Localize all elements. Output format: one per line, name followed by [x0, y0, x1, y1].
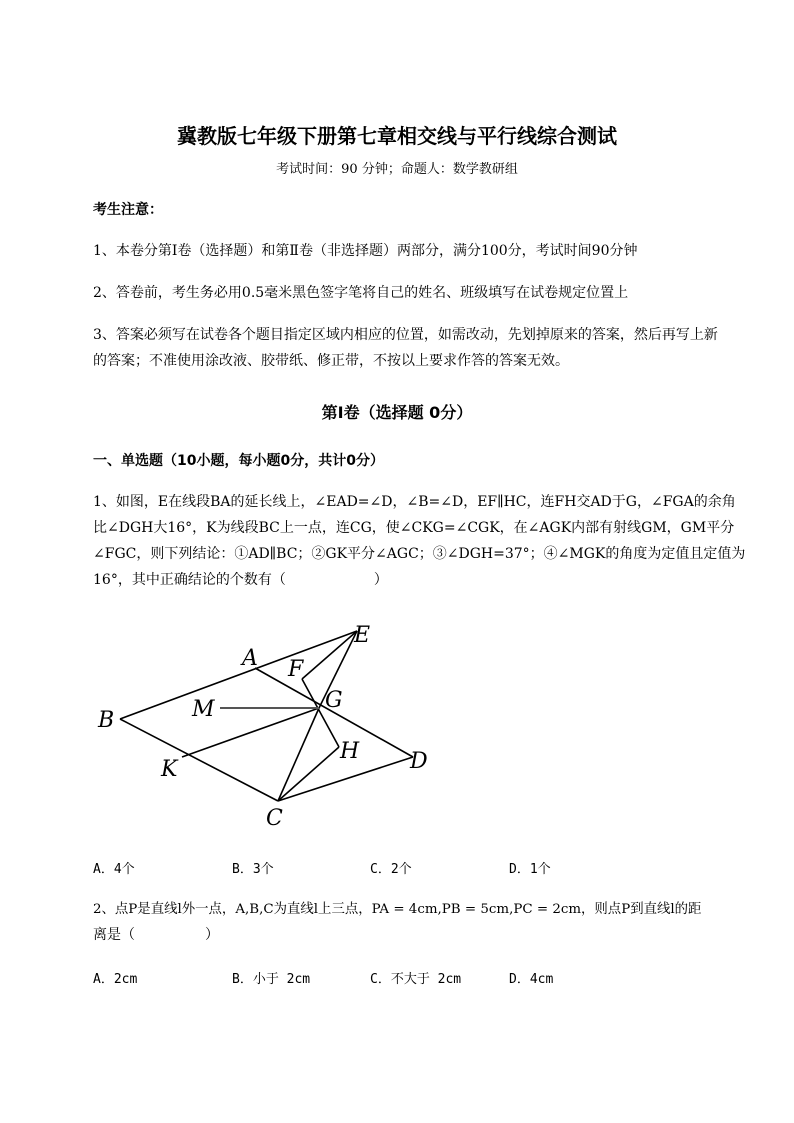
question-1-text: 16°，其中正确结论的个数有（: [93, 572, 286, 588]
question-2-text: 离是（: [93, 927, 135, 943]
question-2-option-d[interactable]: D．4cm: [509, 972, 554, 987]
label-F: F: [288, 657, 304, 682]
question-1-option-c[interactable]: C．2个: [370, 862, 412, 877]
label-C: C: [266, 806, 283, 830]
line-HC: [278, 747, 339, 801]
question-1-paren: ）: [373, 572, 388, 588]
question-1-option-b[interactable]: B．3个: [232, 862, 274, 877]
label-E: E: [354, 623, 371, 648]
question-1-option-d[interactable]: D．1个: [509, 862, 551, 877]
part-title: 第Ⅰ卷（选择题 0分）: [321, 403, 473, 422]
section-heading: 一、单选题（10小题，每小题0分，共计0分）: [93, 453, 384, 469]
page-title: 冀教版七年级下册第七章相交线与平行线综合测试: [177, 124, 617, 148]
exam-info: 考试时间：90 分钟；命题人：数学教研组: [276, 162, 518, 177]
geometry-figure: [95, 615, 440, 830]
label-K: K: [161, 757, 178, 782]
question-1-line: 1、如图，E在线段BA的延长线上，∠EAD=∠D，∠B=∠D，EF∥HC，连FH交AD于G，∠FGA的余角: [93, 494, 736, 510]
question-2-option-c[interactable]: C．不大于 2cm: [370, 972, 462, 987]
notice-item: 的答案；不准使用涂改液、胶带纸、修正带，不按以上要求作答的答案无效。: [93, 353, 569, 369]
line-GC: [278, 708, 319, 801]
notice-item: 2、答卷前，考生务必用0.5毫米黑色签字笔将自己的姓名、班级填写在试卷规定位置上: [93, 285, 629, 301]
label-M: M: [192, 697, 215, 722]
label-A: A: [242, 646, 258, 671]
question-2-line: 2、点P是直线l外一点，A,B,C为直线l上三点，PA = 4cm,PB = 5cm,PC = 2cm，则点P到直线l的距: [93, 902, 702, 917]
notice-item: 3、答案必须写在试卷各个题目指定区域内相应的位置，如需改动，先划掉原来的答案，然后再写上新: [93, 327, 718, 343]
question-2-paren: ）: [205, 927, 219, 943]
label-G: G: [325, 688, 343, 713]
label-B: B: [98, 708, 115, 733]
question-2-last-line: [93, 925, 219, 945]
notice-item: 1、本卷分第Ⅰ卷（选择题）和第Ⅱ卷（非选择题）两部分，满分100分，考试时间90分钟: [93, 243, 638, 259]
label-H: H: [340, 739, 360, 764]
notice-heading: 考生注意：: [93, 202, 163, 218]
question-1-option-a[interactable]: A．4个: [93, 862, 135, 877]
label-D: D: [410, 749, 428, 774]
line-EF: [302, 631, 357, 679]
question-2-option-b[interactable]: B．小于 2cm: [232, 972, 311, 987]
question-1-line: 比∠DGH大16°，K为线段BC上一点，连CG，使∠CKG=∠CGK，在∠AGK内部有射线GM，GM平分: [93, 520, 735, 536]
question-1-line: ∠FGC，则下列结论：①AD∥BC；②GK平分∠AGC；③∠DGH=37°；④∠MGK的角度为定值且定值为: [93, 546, 746, 562]
question-1-last-line: [93, 570, 388, 590]
question-2-option-a[interactable]: A．2cm: [93, 972, 138, 987]
